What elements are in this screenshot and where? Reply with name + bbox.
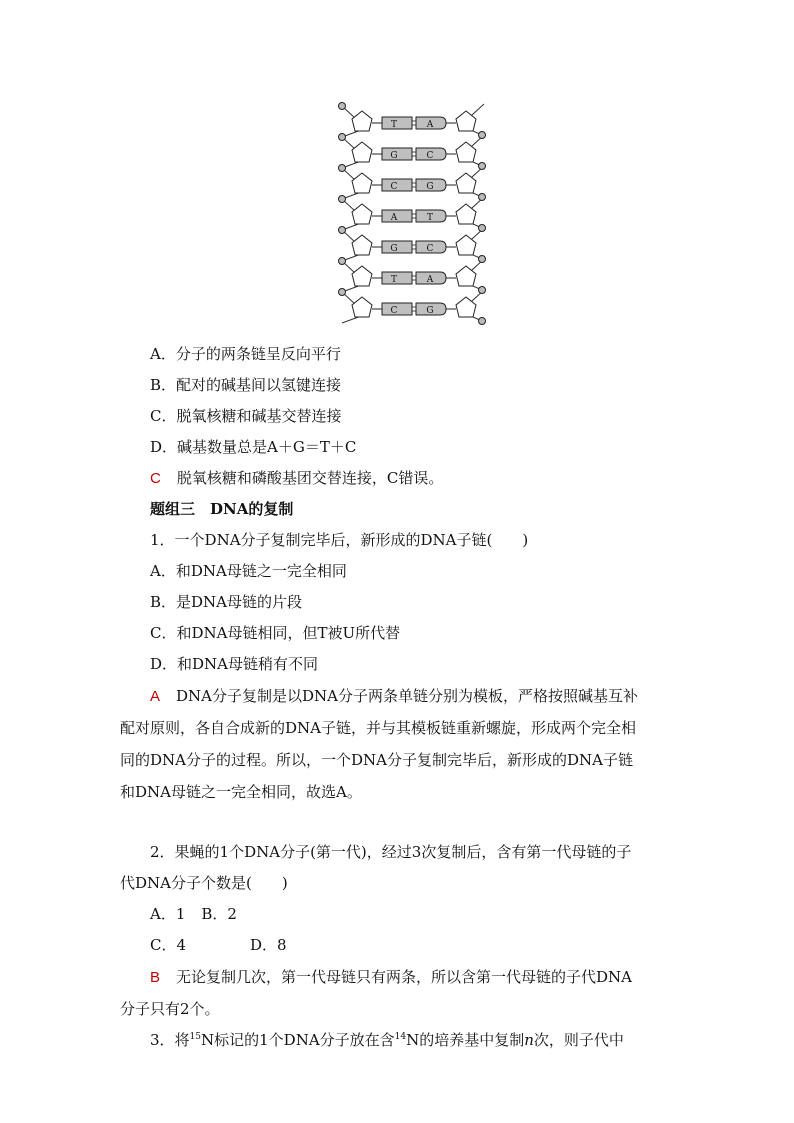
dna-double-helix-svg [334,98,494,330]
q2-option-d: D．8 [250,936,287,954]
base-letter-right: C [426,151,434,161]
base-letter-left: T [390,120,398,130]
prev-option-b: B．配对的碱基间以氢键连接 [150,376,342,394]
q1-option-c: C．和DNA母链相同，但T被U所代替 [150,624,401,642]
q1-stem: 1．一个DNA分子复制完毕后，新形成的DNA子链( ) [150,531,529,549]
base-letter-left: C [390,306,398,316]
phosphate-left [339,165,346,172]
q2-stem-line-2: 代DNA分子个数是( ) [120,874,288,892]
q3-superscript-15: 15 [189,1032,201,1042]
deoxyribose-left [352,173,372,193]
q1-option-a: A．和DNA母链之一完全相同 [150,562,347,580]
phosphate-right [479,287,486,294]
q2-answer-line-2: 分子只有2个。 [120,1000,220,1018]
phosphate-left [339,103,346,110]
base-letter-right: G [426,306,434,316]
prev-option-d: D．碱基数量总是A＋G＝T＋C [150,438,357,456]
base-letter-left: C [390,182,398,192]
q1-answer-line-3: 同的DNA分子的过程。所以，一个DNA分子复制完毕后，新形成的DNA子链 [120,751,633,769]
q1-answer-letter: A [150,688,161,705]
deoxyribose-left [352,297,372,317]
q1-answer-text-1: DNA分子复制是以DNA分子两条单链分别为模板，严格按照碱基互补 [176,687,638,705]
q2-option-c: C．4 [150,936,187,954]
prev-answer [150,467,443,488]
deoxyribose-left [352,235,372,255]
phosphate-right [479,318,486,325]
q2-answer-letter: B [150,969,161,986]
q1-option-b: B．是DNA母链的片段 [150,593,303,611]
base-letter-left: G [390,151,398,161]
prev-answer-letter: C [150,470,161,487]
phosphate-right [479,194,486,201]
q2-options-row-1 [150,903,237,924]
q3-text-2: N标记的1个DNA分子放在含 [201,1031,395,1049]
q2-option-b: B．2 [201,905,237,923]
base-letter-right: T [426,213,434,223]
prev-option-a: A．分子的两条链呈反向平行 [150,345,341,363]
q3-text-3: N的培养基中复制 [406,1031,525,1049]
base-letter-right: C [426,244,434,254]
phosphate-right [479,225,486,232]
q1-answer-line-1 [150,685,638,706]
prev-answer-text: 脱氧核糖和磷酸基团交替连接，C错误。 [176,469,444,487]
deoxyribose-left [352,142,372,162]
q3-variable-n: n [524,1031,534,1049]
phosphate-right [479,132,486,139]
q1-option-d: D．和DNA母链稍有不同 [150,655,319,673]
phosphate-right [479,256,486,263]
phosphate-right [479,163,486,170]
phosphate-left [339,258,346,265]
base-letter-right: A [426,120,434,130]
deoxyribose-left [352,204,372,224]
phosphate-left [339,196,346,203]
deoxyribose-left [352,266,372,286]
q3-stem [150,1029,624,1050]
base-letter-right: A [426,275,434,285]
q3-text-4: 次，则子代中 [533,1031,624,1049]
q2-answer-line-1 [150,966,632,987]
base-letter-right: G [426,182,434,192]
dna-structure-diagram [334,98,494,330]
q3-text-1: 3．将 [150,1031,190,1049]
q3-superscript-14: 14 [394,1032,407,1042]
q1-answer-line-2: 配对原则，各自合成新的DNA子链，并与其模板链重新螺旋，形成两个完全相 [120,719,636,737]
q1-answer-line-4: 和DNA母链之一完全相同，故选A。 [120,783,362,801]
q2-answer-text-1: 无论复制几次，第一代母链只有两条，所以含第一代母链的子代DNA [176,968,633,986]
section-title: 题组三 DNA的复制 [150,500,294,518]
phosphate-left [339,134,346,141]
phosphate-left [339,227,346,234]
q2-option-a: A．1 [150,905,186,923]
base-letter-left: A [390,213,398,223]
q2-stem-line-1: 2．果蝇的1个DNA分子(第一代)，经过3次复制后，含有第一代母链的子 [150,843,632,861]
base-letter-left: G [390,244,398,254]
q2-options-row-2 [150,934,287,955]
deoxyribose-left [352,111,372,131]
base-letter-left: T [390,275,398,285]
prev-option-c: C．脱氧核糖和碱基交替连接 [150,407,342,425]
phosphate-left [339,289,346,296]
